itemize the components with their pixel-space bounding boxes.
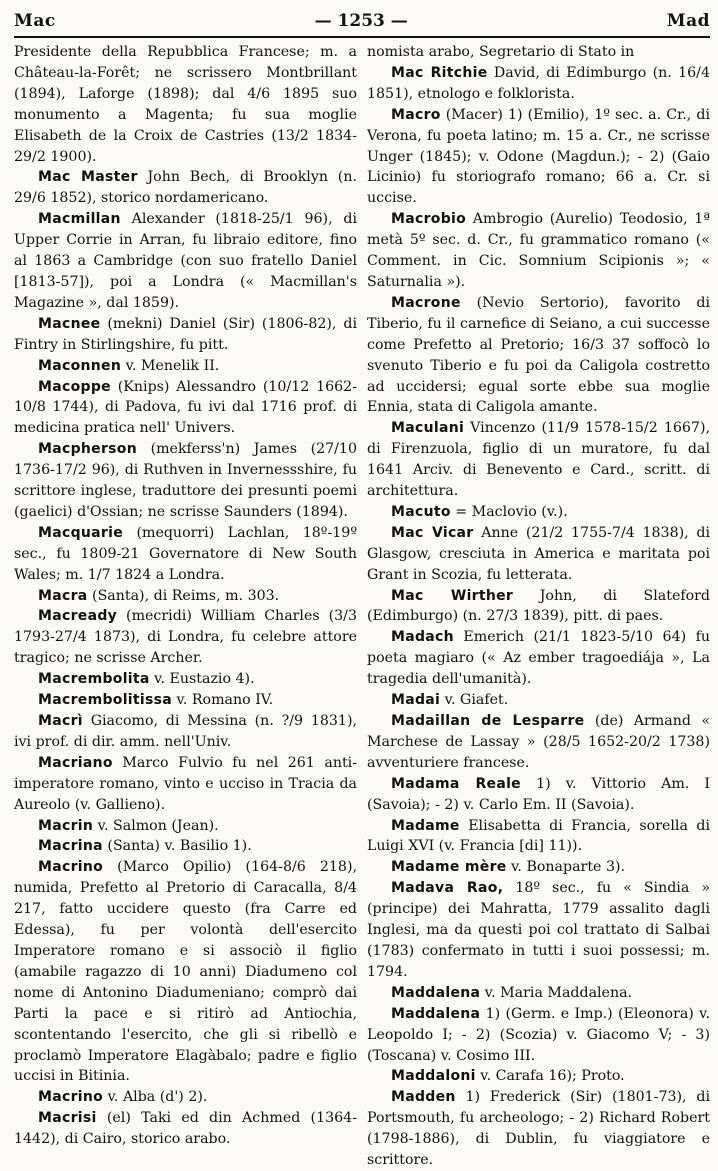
entry-text: v. Maria Maddalena. bbox=[480, 984, 633, 1001]
entry-headword: Maculani bbox=[391, 420, 465, 437]
dictionary-entry bbox=[367, 523, 710, 586]
entry-text: (mecridi) William Charles (3/3 1793-27/4 1873), di Londra, fu celebre attore tragico; ne scrisse Archer. bbox=[14, 608, 357, 667]
entry-headword: Macnee bbox=[38, 315, 101, 332]
columns bbox=[14, 42, 710, 1171]
entry-text: nomista arabo, Segretario di Stato in bbox=[367, 44, 635, 60]
dictionary-entry bbox=[14, 606, 357, 669]
entry-text: v. Menelik II. bbox=[121, 357, 220, 374]
entry-headword: Macpherson bbox=[38, 441, 137, 458]
entry-text: (mekferss'n) James (27/10 1736-17/2 96), di Ruthven in Invernessshire, fu scrittore inglese, traduttore dei presunti poemi (gaelici) d'Ossian; ne scrisse Saunders (1894). bbox=[14, 441, 357, 520]
dictionary-entry bbox=[367, 293, 710, 418]
entry-headword: Mac Master bbox=[38, 169, 138, 186]
entry-headword: Madava Rao, bbox=[391, 880, 504, 897]
dictionary-entry bbox=[14, 439, 357, 523]
dictionary-entry bbox=[14, 857, 357, 1087]
dictionary-entry bbox=[367, 690, 710, 711]
dictionary-entry bbox=[14, 314, 357, 356]
dictionary-entry bbox=[14, 1087, 357, 1108]
page-number: — 1253 — bbox=[314, 11, 408, 31]
dictionary-entry bbox=[367, 1004, 710, 1067]
entry-text: Presidente della Repubblica Francese; m. a Château-la-Forêt; ne scrissero Montbrillant (1894), Laforge (1898); dal 4/6 1895 suo monumento a Magenta; fu sua moglie Elisabeth de la Croix de Castries (13/2 1834-29/2 1900). bbox=[14, 44, 357, 165]
entry-text: v. Eustazio 4). bbox=[149, 671, 255, 688]
entry-headword: Macrin bbox=[38, 817, 94, 834]
entry-text: Vincenzo (11/9 1578-15/2 1667), di Firenzuola, figlio di un muratore, fu dal 1641 Arciv. di Benevento e Card., scritt. di architettura. bbox=[367, 420, 710, 500]
entry-headword: Macoppe bbox=[38, 378, 111, 395]
entry-headword: Mac Vicar bbox=[391, 524, 474, 541]
entry-headword: Macrone bbox=[391, 294, 461, 311]
entry-headword: Madaillan de Lesparre bbox=[391, 713, 585, 729]
dictionary-entry bbox=[367, 105, 710, 210]
entry-headword: Maddaloni bbox=[391, 1068, 476, 1085]
header-left-guide-word: Mac bbox=[14, 11, 56, 31]
entry-text: David, di Edimburgo (n. 16/4 1851), etnologo e folklorista. bbox=[367, 64, 710, 102]
dictionary-entry bbox=[367, 983, 710, 1004]
dictionary-entry bbox=[367, 209, 710, 293]
entry-text: v. Romano IV. bbox=[172, 692, 274, 709]
entry-headword: Macrino bbox=[38, 859, 104, 876]
entry-text: (Nevio Sertorio), favorito di Tiberio, fu il carnefice di Seiano, a cui successe come Prefetto al Pretorio; 16/3 37 soffocò lo svenuto Tiberio e fu poi da Caligola costretto ad uccidersi; egual sorte ebbe sua moglie Ennia, stata di Caligola amante. bbox=[367, 294, 710, 416]
dictionary-entry bbox=[14, 669, 357, 690]
dictionary-entry bbox=[14, 816, 357, 837]
dictionary-entry bbox=[14, 356, 357, 377]
entry-text: Ambrogio (Aurelio) Teodosio, 1ª metà 5º sec. d. Cr., fu grammatico romano (« Comment. in Cic. Somnium Scipionis »; « Saturnalia »). bbox=[367, 211, 710, 290]
entry-headword: Mac Ritchie bbox=[391, 64, 488, 81]
dictionary-entry bbox=[367, 878, 710, 983]
entry-headword: Macro bbox=[391, 106, 441, 123]
entry-headword: Macrembolitissa bbox=[38, 692, 173, 709]
dictionary-entry bbox=[14, 209, 357, 314]
entry-headword: Macready bbox=[38, 608, 118, 625]
entry-headword: Madach bbox=[391, 629, 454, 646]
entry-headword: Macmillan bbox=[38, 211, 121, 228]
right-column bbox=[367, 42, 710, 1171]
entry-headword: Macrì bbox=[38, 713, 83, 729]
dictionary-entry bbox=[367, 711, 710, 774]
entry-text: v. Giafet. bbox=[440, 692, 509, 709]
entry-text: (mekni) Daniel (Sir) (1806-82), di Fintry in Stirlingshire, fu pitt. bbox=[14, 315, 357, 353]
dictionary-entry bbox=[367, 627, 710, 690]
entry-text: 18º sec., fu « Sindia » (principe) dei Mahratta, 1779 assalito dagli Inglesi, ma da questi poi col trattato di Salbai (1783) confermato in tutti i suoi possessi; m. 1794. bbox=[367, 880, 710, 980]
header-rule bbox=[14, 36, 710, 38]
entry-headword: Macrina bbox=[38, 838, 103, 855]
entry-text: v. Carafa 16); Proto. bbox=[475, 1068, 625, 1085]
entry-text: 1) v. Vittorio Am. I (Savoia); - 2) v. Carlo Em. II (Savoia). bbox=[367, 775, 711, 813]
dictionary-entry bbox=[14, 753, 357, 816]
entry-text: 1) (Germ. e Imp.) (Eleonora) v. Leopoldo I; - 2) (Scozia) v. Giacomo V; - 3) (Toscana) v. Cosimo III. bbox=[367, 1005, 710, 1064]
entry-text: v. Salmon (Jean). bbox=[93, 817, 219, 834]
entry-text: v. Alba (d') 2). bbox=[103, 1089, 208, 1106]
dictionary-entry bbox=[367, 774, 710, 816]
dictionary-entry bbox=[14, 586, 357, 607]
dictionary-entry bbox=[367, 857, 710, 878]
entry-text: Alexander (1818-25/1 96), di Upper Corrie in Arran, fu libraio editore, fino al 1863 a Cambridge (con suo fratello Daniel [1813-57]), poi a Londra (« Macmillan's Magazine », dal 1859). bbox=[14, 211, 357, 311]
entry-headword: Madden bbox=[391, 1089, 456, 1106]
dictionary-entry bbox=[367, 418, 710, 502]
entry-text: Anne (21/2 1755-7/4 1838), di Glasgow, cresciuta in America e maritata poi Grant in Scozia, fu letterata. bbox=[367, 524, 710, 583]
dictionary-entry bbox=[367, 502, 710, 523]
dictionary-entry bbox=[14, 167, 357, 209]
dictionary-entry bbox=[367, 63, 710, 105]
entry-headword: Macra bbox=[38, 587, 88, 604]
entry-text: (mequorri) Lachlan, 18º-19º sec., fu 1809-21 Governatore di New South Wales; m. 1/7 1824 a Londra. bbox=[14, 524, 357, 583]
dictionary-entry bbox=[14, 1108, 357, 1150]
entry-text: (Macer) 1) (Emilio), 1º sec. a. Cr., di Verona, fu poeta latino; m. 15 a. Cr., ne scrisse Unger (1845); v. Odone (Magdun.); - 2) (Gaio Licinio) fu storiografo romano; 66 a. Cr. si uccise. bbox=[367, 106, 710, 207]
entry-headword: Macrobio bbox=[391, 211, 467, 228]
dictionary-entry bbox=[14, 523, 357, 586]
entry-headword: Maddalena bbox=[391, 984, 481, 1001]
dictionary-entry bbox=[14, 377, 357, 440]
entry-text: (Santa), di Reims, m. 303. bbox=[87, 587, 280, 604]
entry-text: (de) Armand « Marchese de Lassay » (28/5 1652-20/2 1738) avventuriere francese. bbox=[367, 713, 710, 771]
entry-text: John Bech, di Brooklyn (n. 29/6 1852), storico nordamericano. bbox=[14, 169, 357, 207]
header-right-guide-word: Mad bbox=[666, 11, 710, 31]
entry-headword: Madama Reale bbox=[391, 775, 521, 792]
left-column bbox=[14, 42, 357, 1171]
entry-text: (el) Taki ed din Achmed (1364-1442), di Cairo, storico arabo. bbox=[14, 1110, 357, 1148]
entry-text: (Knips) Alessandro (10/12 1662-10/8 1744), di Padova, fu ivi dal 1716 prof. di medicina pratica nell' Univers. bbox=[14, 378, 357, 437]
dictionary-entry bbox=[14, 711, 357, 753]
entry-headword: Macrisi bbox=[38, 1110, 97, 1127]
entry-text: Giacomo, di Messina (n. ?/9 1831), ivi prof. di dir. amm. nell'Univ. bbox=[14, 713, 357, 750]
entry-headword: Macrino bbox=[38, 1089, 104, 1106]
entry-headword: Madame mère bbox=[391, 859, 507, 876]
entry-headword: Macrembolita bbox=[38, 671, 150, 688]
entry-text: Emerich (21/1 1823-5/10 64) fu poeta magiaro (« Az ember tragoediája », La tragedia dell'umanità). bbox=[367, 629, 710, 688]
running-header bbox=[14, 6, 710, 36]
entry-text: (Marco Opilio) (164-8/6 218), numida, Prefetto al Pretorio di Caracalla, 8/4 217, fatto uccidere questo (fra Carre ed Edessa), fu per volontà dell'esercito Imperatore romano e si associò il figlio (amabile ragazzo di 10 anni) Diadumeno col nome di Antonino Diadumeniano; comprò dai Parti la pace e si ritirò ad Antiochia, scontentando l'esercito, che gli si ribellò e proclamò Imperatore Elagàbalo; padre e figlio uccisi in Bitinia. bbox=[14, 859, 357, 1085]
entry-text: (Santa) v. Basilio 1). bbox=[102, 838, 252, 855]
entry-headword: Macquarie bbox=[38, 524, 124, 541]
entry-text: Marco Fulvio fu nel 261 anti-imperatore romano, vinto e ucciso in Tracia da Aureolo (v. Gallieno). bbox=[14, 754, 357, 813]
entry-headword: Mac Wirther bbox=[391, 587, 514, 604]
entry-text: John, di Slateford (Edimburgo) (n. 27/3 1839), pitt. di paes. bbox=[367, 587, 710, 625]
entry-headword: Macriano bbox=[38, 754, 113, 771]
dictionary-entry bbox=[14, 690, 357, 711]
dictionary-entry bbox=[14, 42, 357, 167]
entry-headword: Madai bbox=[391, 692, 441, 709]
entry-text: Elisabetta di Francia, sorella di Luigi XVI (v. Francia [di] 11)). bbox=[367, 817, 710, 855]
dictionary-entry bbox=[14, 836, 357, 857]
entry-text: 1) Frederick (Sir) (1801-73), di Portsmouth, fu archeologo; - 2) Richard Robert (1798-1886), di Dublin, fu viaggiatore e scrittore. bbox=[367, 1089, 710, 1169]
dictionary-entry bbox=[367, 586, 710, 628]
dictionary-entry bbox=[367, 816, 710, 858]
entry-text: v. Bonaparte 3). bbox=[506, 859, 626, 876]
entry-headword: Maddalena bbox=[391, 1005, 481, 1022]
entry-headword: Madame bbox=[391, 817, 460, 834]
entry-headword: Macuto bbox=[391, 503, 451, 520]
entry-headword: Maconnen bbox=[38, 357, 122, 374]
dictionary-entry bbox=[367, 1087, 710, 1171]
dictionary-entry bbox=[367, 42, 710, 63]
entry-text: = Maclovio (v.). bbox=[450, 503, 568, 520]
dictionary-entry bbox=[367, 1066, 710, 1087]
